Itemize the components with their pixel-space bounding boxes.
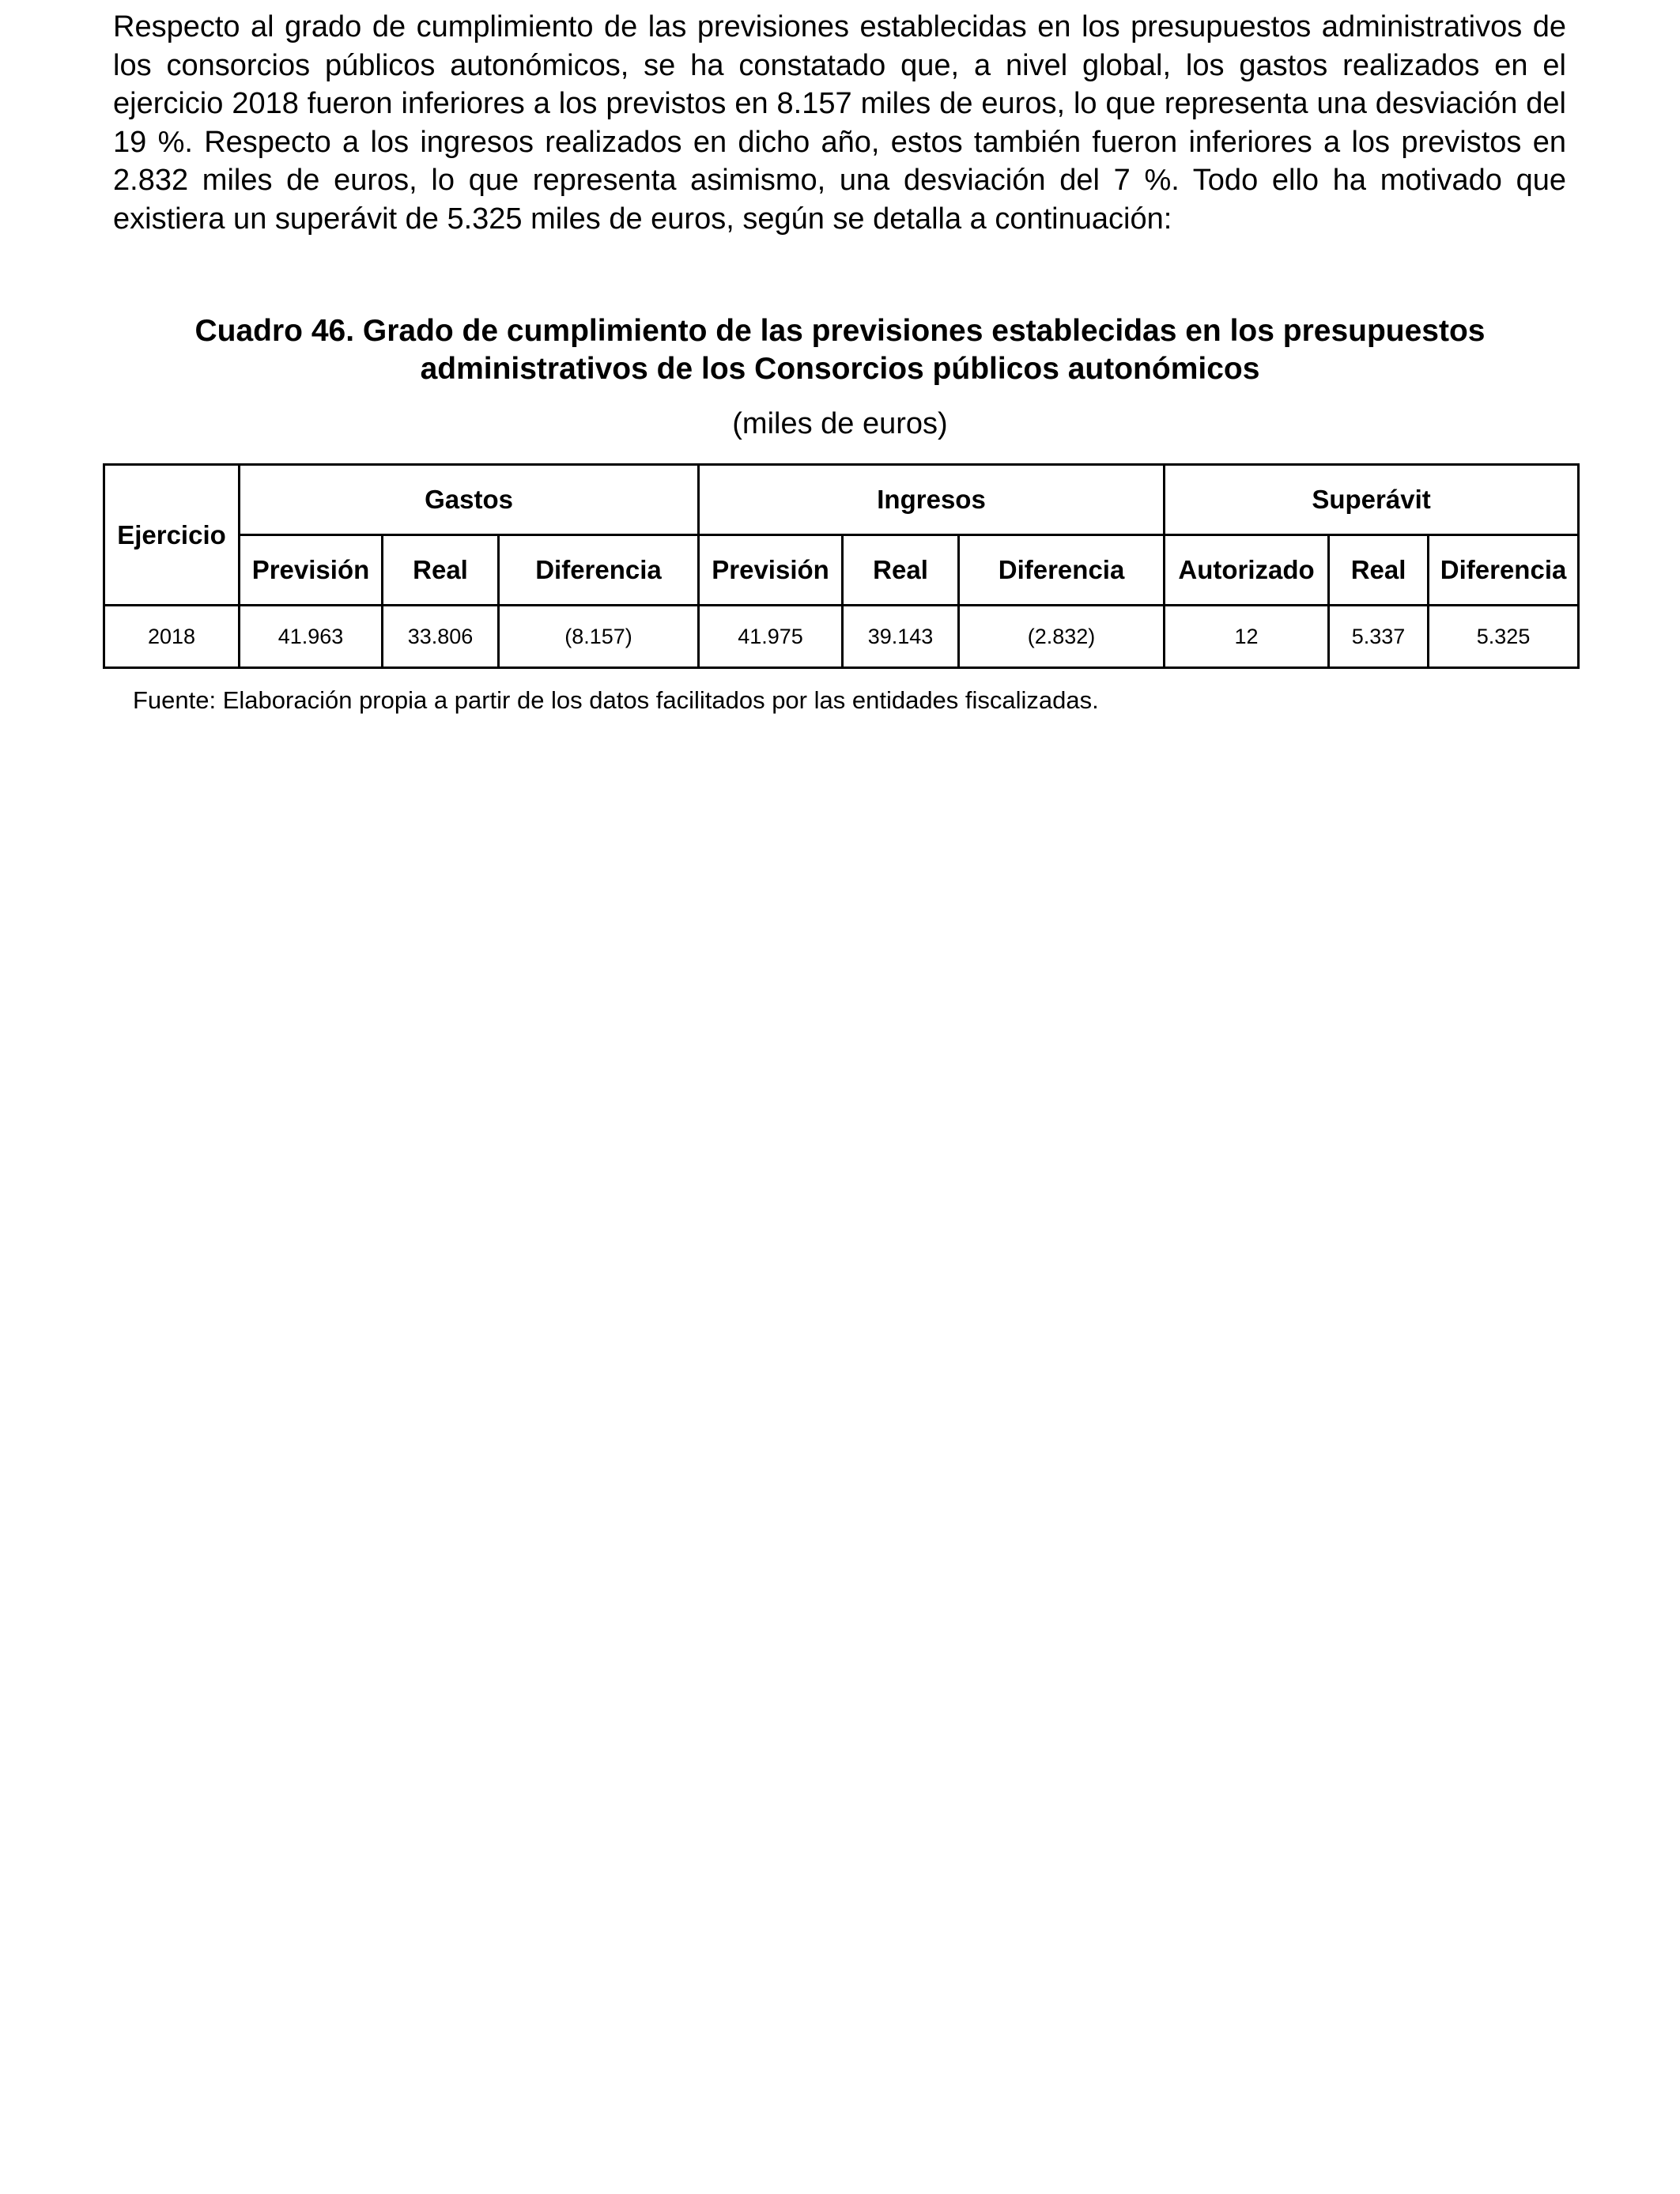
cell-ingresos-diferencia: (2.832): [959, 606, 1165, 668]
header-ingresos-diferencia: Diferencia: [959, 535, 1165, 606]
header-group-ingresos: Ingresos: [699, 465, 1165, 535]
budget-compliance-table: [103, 463, 1580, 669]
cell-superavit-autorizado: 12: [1165, 606, 1329, 668]
table-row: [104, 606, 1579, 668]
header-ingresos-prevision: Previsión: [699, 535, 843, 606]
table-title-line-2: administrativos de los Consorcios públicos autonómicos: [420, 352, 1260, 386]
header-gastos-real: Real: [383, 535, 499, 606]
header-gastos-diferencia: Diferencia: [499, 535, 699, 606]
table-title-line-1: Cuadro 46. Grado de cumplimiento de las previsiones establecidas en los presupuestos: [194, 314, 1486, 348]
cell-ingresos-real: 39.143: [843, 606, 959, 668]
cell-ingresos-prevision: 41.975: [699, 606, 843, 668]
intro-paragraph: Respecto al grado de cumplimiento de las previsiones establecidas en los presupuestos administrativos de los consorcios públicos autonómicos, se ha constatado que, a nivel global, los gastos realizados en el ejercicio 2018 fueron inferiores a los previstos en 8.157 miles de euros, lo que representa una desviación del 19 %. Respecto a los ingresos realizados en dicho año, estos también fueron inferiores a los previstos en 2.832 miles de euros, lo que representa asimismo, una desviación del 7 %. Todo ello ha motivado que existiera un superávit de 5.325 miles de euros, según se detalla a continuación:: [113, 10, 1566, 236]
header-superavit-real: Real: [1329, 535, 1429, 606]
cell-superavit-diferencia: 5.325: [1429, 606, 1579, 668]
header-ejercicio: Ejercicio: [104, 465, 240, 606]
table-subheader-row: [104, 535, 1579, 606]
cell-gastos-diferencia: (8.157): [499, 606, 699, 668]
table-title: [103, 312, 1577, 388]
cell-gastos-prevision: 41.963: [240, 606, 383, 668]
header-group-superavit: Superávit: [1165, 465, 1579, 535]
header-gastos-prevision: Previsión: [240, 535, 383, 606]
table-units: (miles de euros): [732, 407, 948, 440]
header-ingresos-real: Real: [843, 535, 959, 606]
header-superavit-autorizado: Autorizado: [1165, 535, 1329, 606]
cell-ejercicio: 2018: [104, 606, 240, 668]
header-superavit-diferencia: Diferencia: [1429, 535, 1579, 606]
cell-superavit-real: 5.337: [1329, 606, 1429, 668]
table-source-note: Fuente: Elaboración propia a partir de los datos facilitados por las entidades fiscalizadas.: [133, 686, 1099, 714]
table-group-header-row: [104, 465, 1579, 535]
header-group-gastos: Gastos: [240, 465, 699, 535]
cell-gastos-real: 33.806: [383, 606, 499, 668]
